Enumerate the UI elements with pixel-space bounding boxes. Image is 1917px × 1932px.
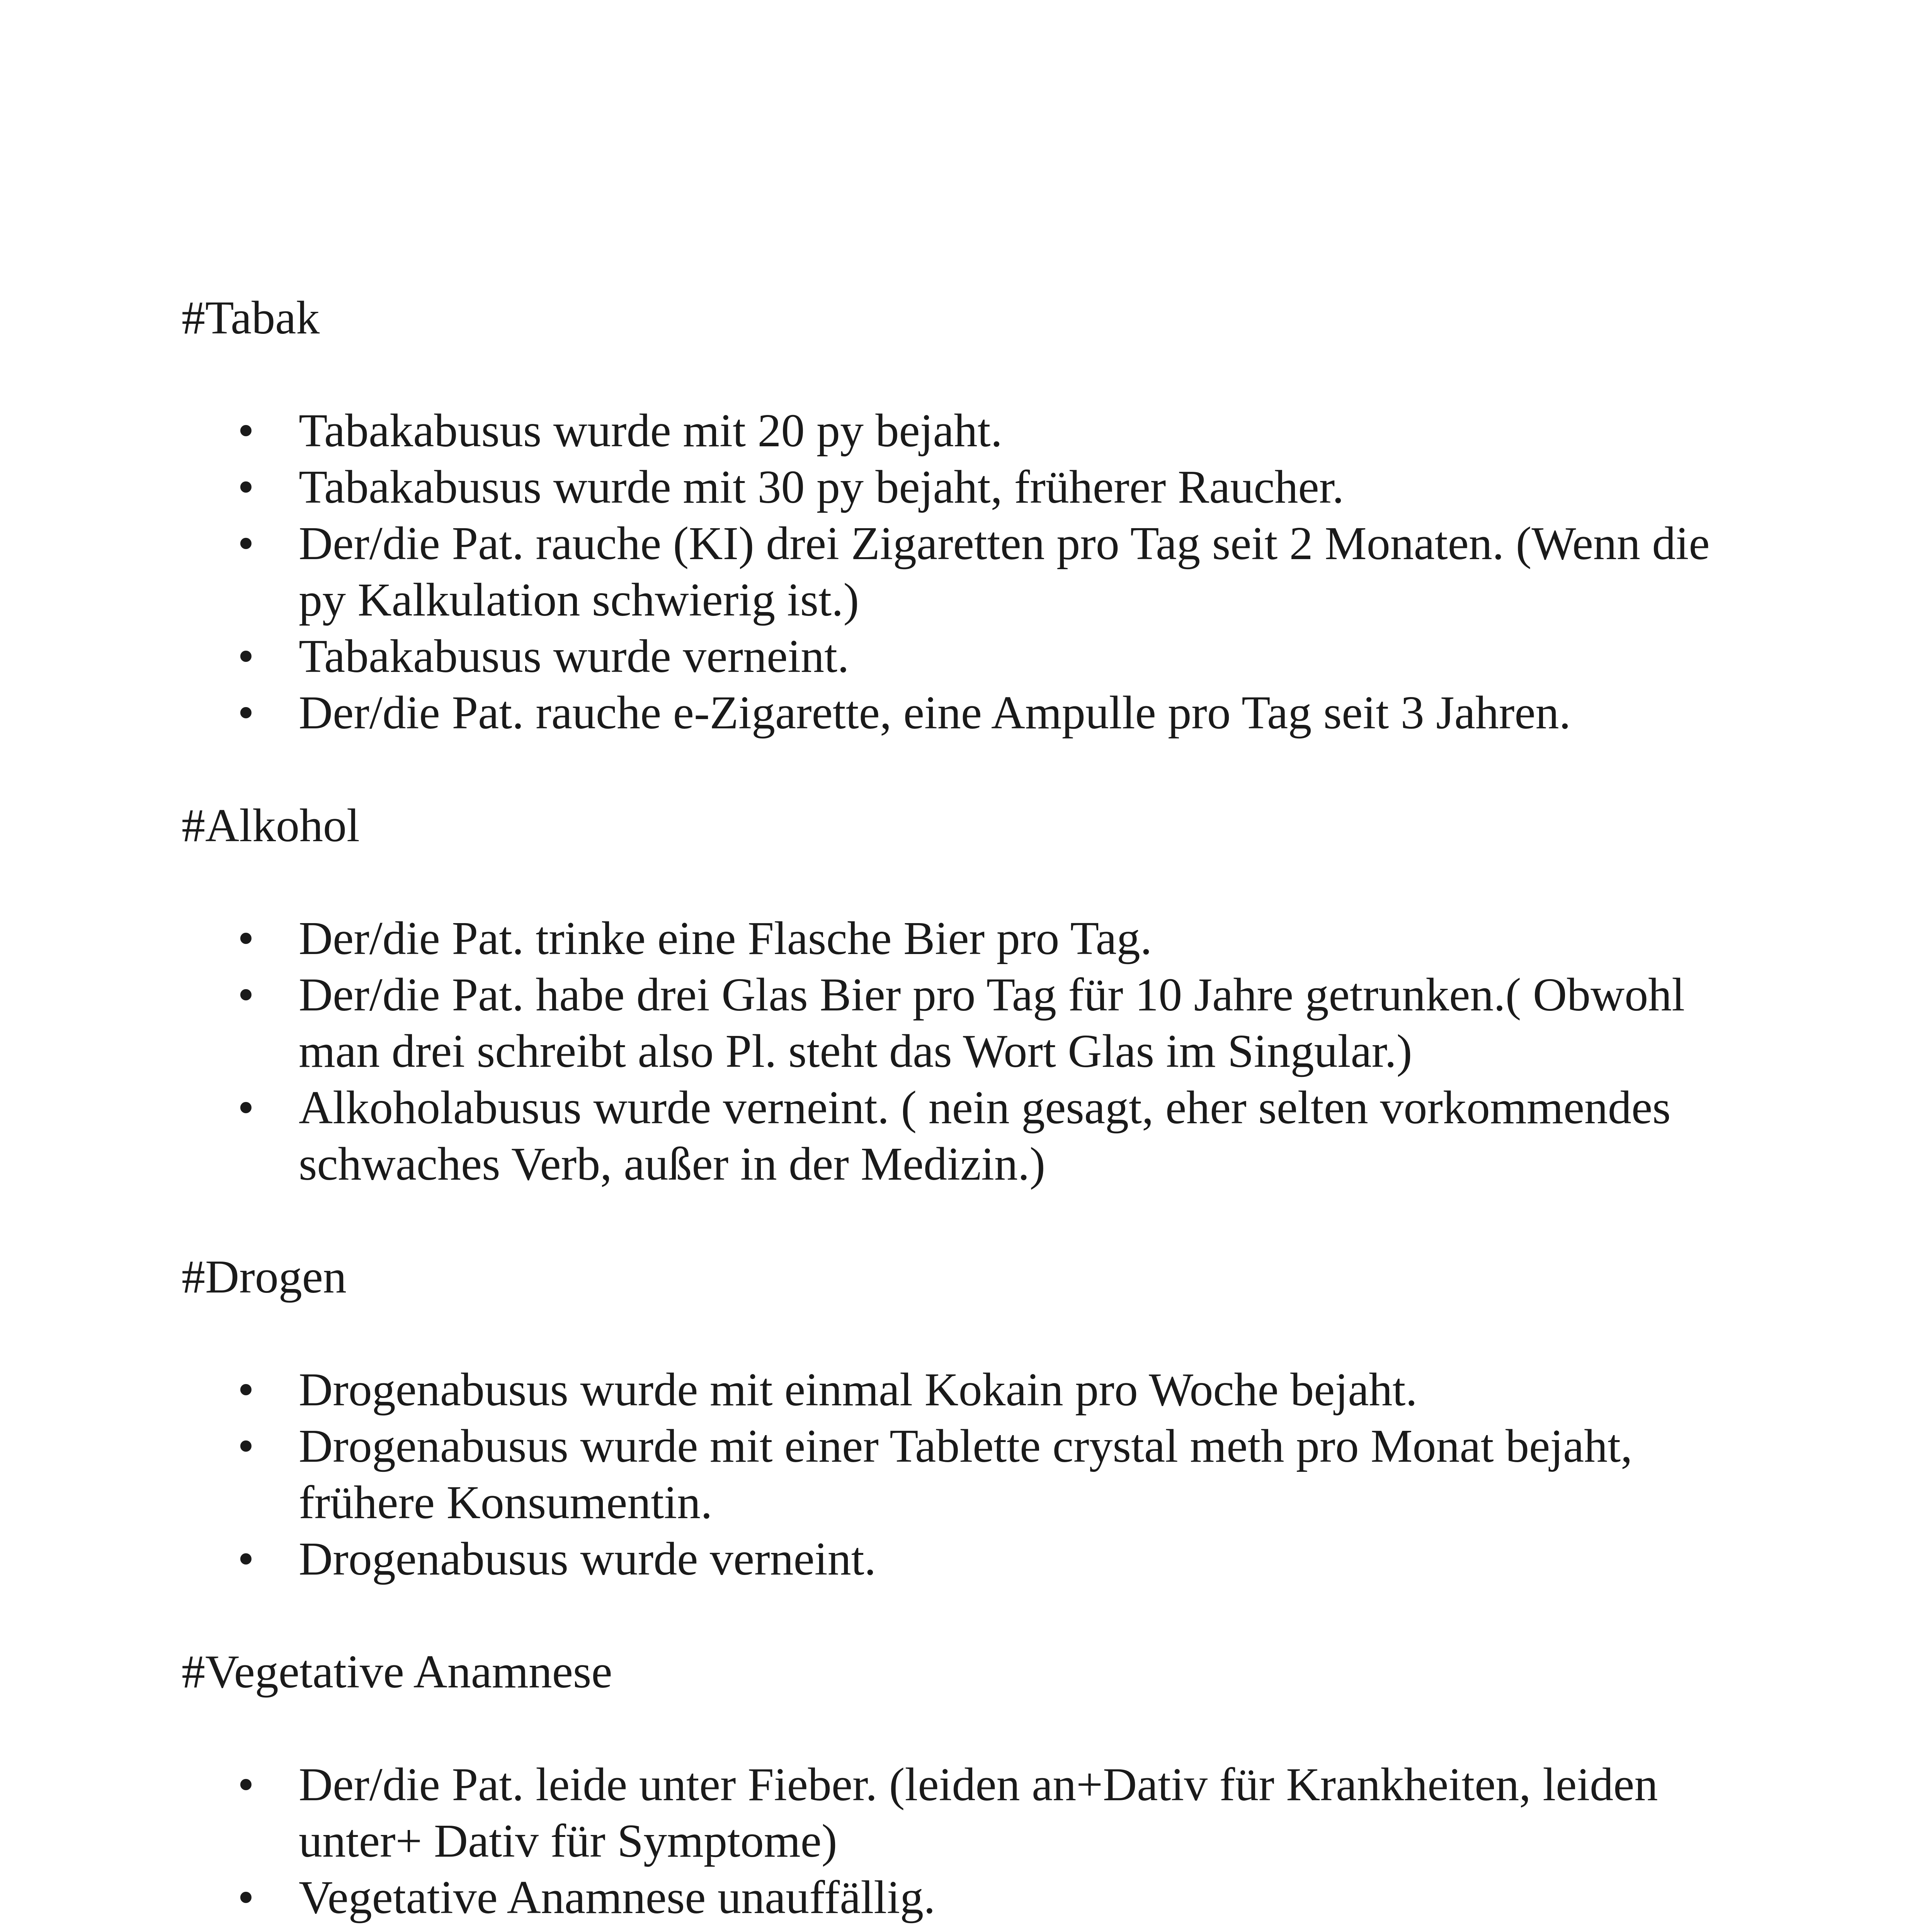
page-content [182, 290, 1766, 1932]
bullet-list-tabak [182, 403, 1766, 741]
bullet-list-vegetative-anamnese [182, 1757, 1766, 1926]
section-heading-drogen: #Drogen [182, 1251, 347, 1303]
section-heading-tabak: #Tabak [182, 292, 320, 344]
list-item: • Drogenabusus wurde mit einer Tablette crystal meth pro Monat bejaht, frühere Konsumentin. [182, 1418, 1766, 1531]
section-heading-vegetative-anamnese: #Vegetative Anamnese [182, 1646, 612, 1698]
list-item: • Der/die Pat. habe drei Glas Bier pro Tag für 10 Jahre getrunken.( Obwohl man drei schreibt also Pl. steht das Wort Glas im Singular.) [182, 967, 1766, 1080]
list-item: • Drogenabusus wurde verneint. [182, 1531, 1766, 1587]
section-tabak [182, 290, 1766, 741]
section-alkohol [182, 798, 1766, 1192]
list-item: • Der/die Pat. rauche e-Zigarette, eine Ampulle pro Tag seit 3 Jahren. [182, 685, 1766, 741]
list-item: • Der/die Pat. rauche (KI) drei Zigaretten pro Tag seit 2 Monaten. (Wenn die py Kalkulation schwierig ist.) [182, 515, 1766, 628]
list-item: • Vegetative Anamnese unauffällig. [182, 1869, 1766, 1926]
bullet-list-alkohol [182, 910, 1766, 1192]
section-heading-alkohol: #Alkohol [182, 799, 360, 852]
list-item: • Tabakabusus wurde mit 20 py bejaht. [182, 403, 1766, 459]
bullet-list-drogen [182, 1362, 1766, 1587]
list-item: • Der/die Pat. trinke eine Flasche Bier pro Tag. [182, 910, 1766, 967]
section-vegetative-anamnese [182, 1644, 1766, 1926]
section-drogen [182, 1249, 1766, 1587]
list-item: • Drogenabusus wurde mit einmal Kokain pro Woche bejaht. [182, 1362, 1766, 1418]
list-item: • Tabakabusus wurde mit 30 py bejaht, früherer Raucher. [182, 459, 1766, 515]
list-item: • Der/die Pat. leide unter Fieber. (leiden an+Dativ für Krankheiten, leiden unter+ Dativ für Symptome) [182, 1757, 1766, 1869]
list-item: • Alkoholabusus wurde verneint. ( nein gesagt, eher selten vorkommendes schwaches Verb, außer in der Medizin.) [182, 1080, 1766, 1192]
list-item: • Tabakabusus wurde verneint. [182, 628, 1766, 685]
